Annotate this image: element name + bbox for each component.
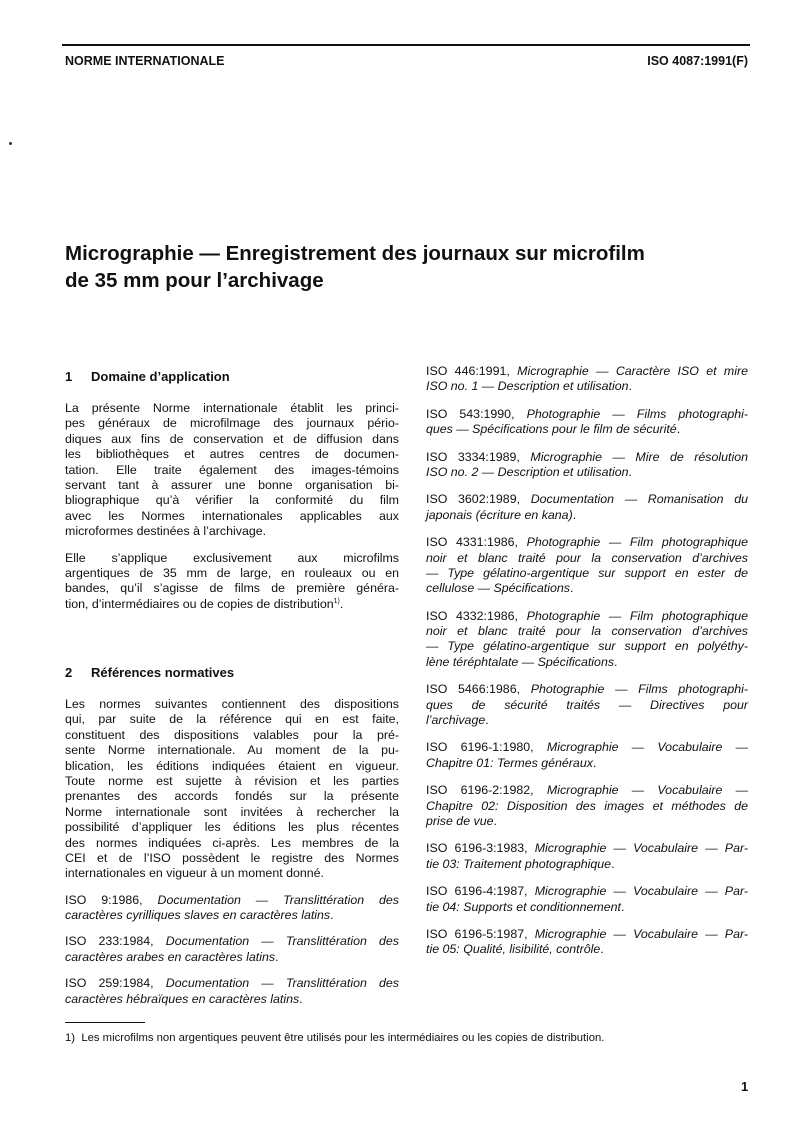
reference-entry bbox=[65, 976, 399, 1007]
reference-entry bbox=[426, 682, 748, 728]
reference-entry bbox=[426, 407, 748, 438]
text-segment: . bbox=[275, 949, 279, 964]
text-segment: tation. Elle traite également des images-témoins bbox=[65, 462, 399, 477]
text-segment: tie 03: Traitement photographique bbox=[426, 856, 612, 871]
text-line bbox=[65, 401, 399, 416]
text-line bbox=[426, 799, 748, 814]
text-segment: des normes indiquées ci-après. Les membres de la bbox=[65, 835, 399, 850]
text-line bbox=[65, 509, 399, 524]
text-line bbox=[426, 639, 748, 654]
text-segment: ISO 6196-3:1983, bbox=[426, 841, 535, 856]
text-segment: Documentation — Translittération des bbox=[157, 892, 399, 907]
text-segment: ISO 4331:1986, bbox=[426, 535, 527, 550]
text-line bbox=[65, 851, 399, 866]
reference-entry bbox=[426, 841, 748, 872]
header-doc-number: ISO 4087:1991(F) bbox=[647, 54, 748, 68]
title-line: Micrographie — Enregistrement des journaux sur microfilm bbox=[65, 242, 645, 265]
scan-speck bbox=[9, 142, 12, 145]
text-line bbox=[426, 814, 748, 829]
text-line bbox=[65, 774, 399, 789]
text-segment: ISO 6196-2:1982, bbox=[426, 783, 547, 798]
document-title bbox=[65, 240, 645, 294]
text-segment: microformes destinées à l’archivage. bbox=[65, 524, 267, 539]
reference-entry bbox=[426, 927, 748, 958]
text-line bbox=[65, 697, 399, 712]
section-title: Références normatives bbox=[91, 665, 235, 680]
text-segment: Micrographie — Vocabulaire — bbox=[546, 740, 748, 755]
text-segment: japonais (écriture en kana) bbox=[426, 507, 573, 522]
text-segment: . bbox=[572, 507, 577, 522]
text-segment: prenantes des accords fondés sur la présente bbox=[65, 789, 399, 804]
text-segment: Documentation — Translittération des bbox=[165, 934, 399, 949]
text-line bbox=[65, 743, 399, 758]
text-segment: Norme internationale sont invitées à rechercher la bbox=[65, 804, 399, 819]
text-line bbox=[426, 682, 748, 697]
text-segment: . bbox=[676, 422, 681, 437]
text-segment: avec les Normes internationales applicables aux bbox=[65, 508, 399, 523]
text-segment: . bbox=[592, 755, 597, 770]
text-line bbox=[65, 712, 399, 727]
section-2-body bbox=[65, 697, 399, 1007]
text-segment: argentiques de 35 mm de large, en rouleaux ou en bbox=[65, 565, 399, 580]
text-segment: servant tant à assurer une bonne organisation bi- bbox=[65, 477, 399, 492]
text-segment: ISO 6196-1:1980, bbox=[426, 740, 547, 755]
footnote-rule bbox=[65, 1022, 145, 1023]
text-segment: ques — Spécifications pour le film de sécurité bbox=[426, 422, 677, 437]
text-segment: . bbox=[600, 942, 604, 957]
text-segment: ISO no. 1 — Description et utilisation bbox=[426, 379, 629, 394]
text-segment: prise de vue bbox=[426, 813, 494, 828]
text-line bbox=[65, 836, 399, 851]
text-line bbox=[426, 609, 748, 624]
text-segment: Micrographie — Vocabulaire — Par- bbox=[534, 884, 748, 899]
text-line bbox=[65, 524, 399, 539]
text-line bbox=[426, 508, 748, 523]
text-segment: l’archivage bbox=[426, 713, 486, 728]
text-segment: caractères hébraïques en caractères latins bbox=[65, 991, 300, 1006]
text-line bbox=[426, 927, 748, 942]
section-1-heading bbox=[65, 369, 230, 384]
text-segment: bliographique qu’à vérifier la conformité du film bbox=[65, 493, 399, 508]
text-segment: Photographie — Films photographi- bbox=[530, 682, 748, 697]
text-line bbox=[426, 379, 748, 394]
text-segment: blication, les éditions indiquées étaient en vigueur. bbox=[65, 758, 399, 773]
text-segment: tie 04: Supports et conditionnement bbox=[426, 899, 621, 914]
text-segment: . bbox=[628, 464, 632, 479]
text-segment: . bbox=[339, 596, 344, 611]
text-line bbox=[426, 492, 748, 507]
text-segment: . bbox=[614, 654, 618, 669]
text-segment: . bbox=[569, 581, 574, 596]
text-line bbox=[65, 866, 399, 881]
text-segment: Chapitre 01: Termes généraux bbox=[426, 755, 593, 770]
text-line bbox=[65, 759, 399, 774]
reference-entry bbox=[426, 535, 748, 597]
text-segment: Micrographie — Vocabulaire — Par- bbox=[534, 841, 748, 856]
paragraph bbox=[65, 401, 399, 540]
text-segment: ISO 5466:1986, bbox=[426, 682, 531, 697]
text-line bbox=[65, 728, 399, 743]
header-rule bbox=[62, 44, 750, 46]
text-segment: les bibliothèques et autres centres de documen- bbox=[65, 447, 399, 462]
text-segment: . bbox=[330, 908, 334, 923]
text-line bbox=[65, 893, 399, 908]
footnote-text: Les microfilms non argentiques peuvent être utilisés pour les intermédiaires ou les copies de distribution. bbox=[81, 1032, 605, 1044]
reference-entry bbox=[426, 884, 748, 915]
page-number: 1 bbox=[741, 1079, 749, 1094]
text-line bbox=[65, 820, 399, 835]
text-line bbox=[65, 950, 399, 965]
text-line bbox=[426, 624, 748, 639]
text-segment: sente Norme internationale. Au moment de la pu- bbox=[65, 743, 399, 758]
text-segment: possibilité d’appliquer les éditions les plus récentes bbox=[65, 820, 399, 835]
text-segment: tion, d’intermédiaires ou de copies de distribution bbox=[65, 596, 334, 611]
text-segment: diques aux fins de conservation et de diffusion dans bbox=[65, 431, 399, 446]
text-segment: . bbox=[493, 813, 497, 828]
text-segment: bandes, qu’il s’agisse de films de première généra- bbox=[65, 581, 399, 596]
text-line bbox=[65, 597, 399, 612]
text-segment: Documentation — Translittération des bbox=[165, 976, 399, 991]
text-segment: ISO 6196-4:1987, bbox=[426, 884, 535, 899]
text-segment: internationales en vigueur à un moment donné. bbox=[65, 866, 324, 881]
text-line bbox=[65, 463, 399, 478]
section-title: Domaine d’application bbox=[91, 369, 230, 384]
text-segment: cellulose — Spécifications bbox=[426, 581, 570, 596]
footnote-marker: 1) bbox=[65, 1032, 76, 1044]
section-2-heading bbox=[65, 665, 234, 680]
text-segment: Chapitre 02: Disposition des images et méthodes de bbox=[426, 798, 748, 813]
text-segment: Elle s’applique exclusivement aux microfilms bbox=[65, 550, 399, 565]
reference-entry bbox=[426, 609, 748, 671]
text-segment: La présente Norme internationale établit les princi- bbox=[65, 401, 399, 415]
text-line bbox=[426, 857, 748, 872]
text-line bbox=[426, 655, 748, 670]
text-line bbox=[65, 976, 399, 991]
reference-entry bbox=[426, 450, 748, 481]
text-line bbox=[426, 756, 748, 771]
references-right-column bbox=[426, 364, 748, 958]
text-segment: . bbox=[628, 379, 632, 394]
text-line bbox=[426, 465, 748, 480]
text-line bbox=[426, 841, 748, 856]
text-segment: . bbox=[485, 713, 489, 728]
text-line bbox=[65, 805, 399, 820]
reference-entry bbox=[426, 492, 748, 523]
text-line bbox=[65, 478, 399, 493]
text-segment: — Type gélatino-argentique sur support en ester de bbox=[426, 565, 748, 580]
text-line bbox=[65, 566, 399, 581]
text-segment: noir et blanc traité pour la conservation d’archives bbox=[426, 624, 748, 639]
text-segment: Toute norme est sujette à révision et les parties bbox=[65, 773, 399, 788]
reference-entry bbox=[65, 893, 399, 924]
text-line bbox=[426, 566, 748, 581]
section-number: 2 bbox=[65, 665, 73, 680]
text-segment: ISO 9:1986, bbox=[65, 892, 158, 907]
text-segment: — Type gélatino-argentique sur support en polyéthy- bbox=[426, 639, 748, 654]
text-line bbox=[65, 447, 399, 462]
text-line bbox=[426, 551, 748, 566]
text-segment: Les normes suivantes contiennent des dispositions bbox=[65, 697, 399, 711]
text-line bbox=[426, 884, 748, 899]
text-line bbox=[426, 535, 748, 550]
text-segment: ISO 446:1991, bbox=[426, 364, 518, 378]
text-line bbox=[65, 789, 399, 804]
text-segment: constituent des dispositions valables pour la pré- bbox=[65, 727, 399, 742]
text-line bbox=[426, 942, 748, 957]
footnote bbox=[65, 1032, 604, 1044]
text-line bbox=[426, 450, 748, 465]
text-segment: Micrographie — Vocabulaire — bbox=[546, 783, 748, 798]
text-line bbox=[65, 908, 399, 923]
text-line bbox=[65, 551, 399, 566]
text-segment: tie 05: Qualité, lisibilité, contrôle bbox=[426, 942, 601, 957]
text-line bbox=[65, 493, 399, 508]
text-segment: ISO 3334:1989, bbox=[426, 449, 531, 464]
text-segment: . bbox=[620, 899, 625, 914]
text-line bbox=[426, 783, 748, 798]
reference-entry bbox=[426, 364, 748, 395]
text-segment: ISO no. 2 — Description et utilisation bbox=[426, 464, 629, 479]
text-segment: ISO 259:1984, bbox=[65, 976, 166, 991]
title-line: de 35 mm pour l’archivage bbox=[65, 269, 324, 292]
text-segment: ISO 6196-5:1987, bbox=[426, 926, 535, 941]
reference-entry bbox=[65, 934, 399, 965]
text-line bbox=[426, 422, 748, 437]
text-segment: noir et blanc traité pour la conservation d’archives bbox=[426, 550, 748, 565]
text-segment: ISO 4332:1986, bbox=[426, 608, 527, 623]
text-segment: Photographie — Films photographi- bbox=[526, 406, 748, 421]
text-segment: ISO 233:1984, bbox=[65, 934, 166, 949]
text-line bbox=[426, 364, 748, 379]
reference-entry bbox=[426, 783, 748, 829]
text-line bbox=[65, 992, 399, 1007]
text-segment: Micrographie — Mire de résolution bbox=[530, 449, 748, 464]
header-doc-type: NORME INTERNATIONALE bbox=[65, 54, 225, 68]
text-segment: Micrographie — Caractère ISO et mire bbox=[517, 364, 748, 378]
text-segment: pes généraux de microfilmage des journaux pério- bbox=[65, 416, 399, 431]
text-line bbox=[426, 740, 748, 755]
text-segment: CEI et de l’ISO possèdent le registre des Normes bbox=[65, 850, 399, 865]
text-segment: Photographie — Film photographique bbox=[526, 535, 748, 550]
text-segment: ques de sécurité traités — Directives pour bbox=[426, 697, 748, 712]
paragraph bbox=[65, 697, 399, 882]
text-line bbox=[65, 432, 399, 447]
text-line bbox=[65, 581, 399, 596]
text-line bbox=[426, 407, 748, 422]
text-segment: . bbox=[611, 856, 615, 871]
text-segment: ISO 543:1990, bbox=[426, 406, 527, 421]
text-segment: lène téréphtalate — Spécifications bbox=[426, 654, 615, 669]
text-line bbox=[65, 416, 399, 431]
text-segment: Documentation — Romanisation du bbox=[530, 492, 748, 507]
text-segment: . bbox=[299, 991, 303, 1006]
reference-entry bbox=[426, 740, 748, 771]
text-segment: caractères arabes en caractères latins bbox=[65, 949, 276, 964]
text-line bbox=[426, 698, 748, 713]
text-segment: Micrographie — Vocabulaire — Par- bbox=[534, 926, 748, 941]
section-1-body bbox=[65, 401, 399, 612]
paragraph bbox=[65, 551, 399, 613]
text-line bbox=[426, 713, 748, 728]
text-line bbox=[65, 934, 399, 949]
text-segment: ISO 3602:1989, bbox=[426, 492, 531, 507]
text-line bbox=[426, 900, 748, 915]
text-segment: caractères cyrilliques slaves en caractères latins bbox=[65, 908, 331, 923]
text-segment: Photographie — Film photographique bbox=[526, 608, 748, 623]
footnote-reference: 1) bbox=[333, 597, 340, 605]
text-line bbox=[426, 581, 748, 596]
text-segment: qui, par suite de la référence qui en est faite, bbox=[65, 712, 399, 727]
section-number: 1 bbox=[65, 369, 73, 384]
